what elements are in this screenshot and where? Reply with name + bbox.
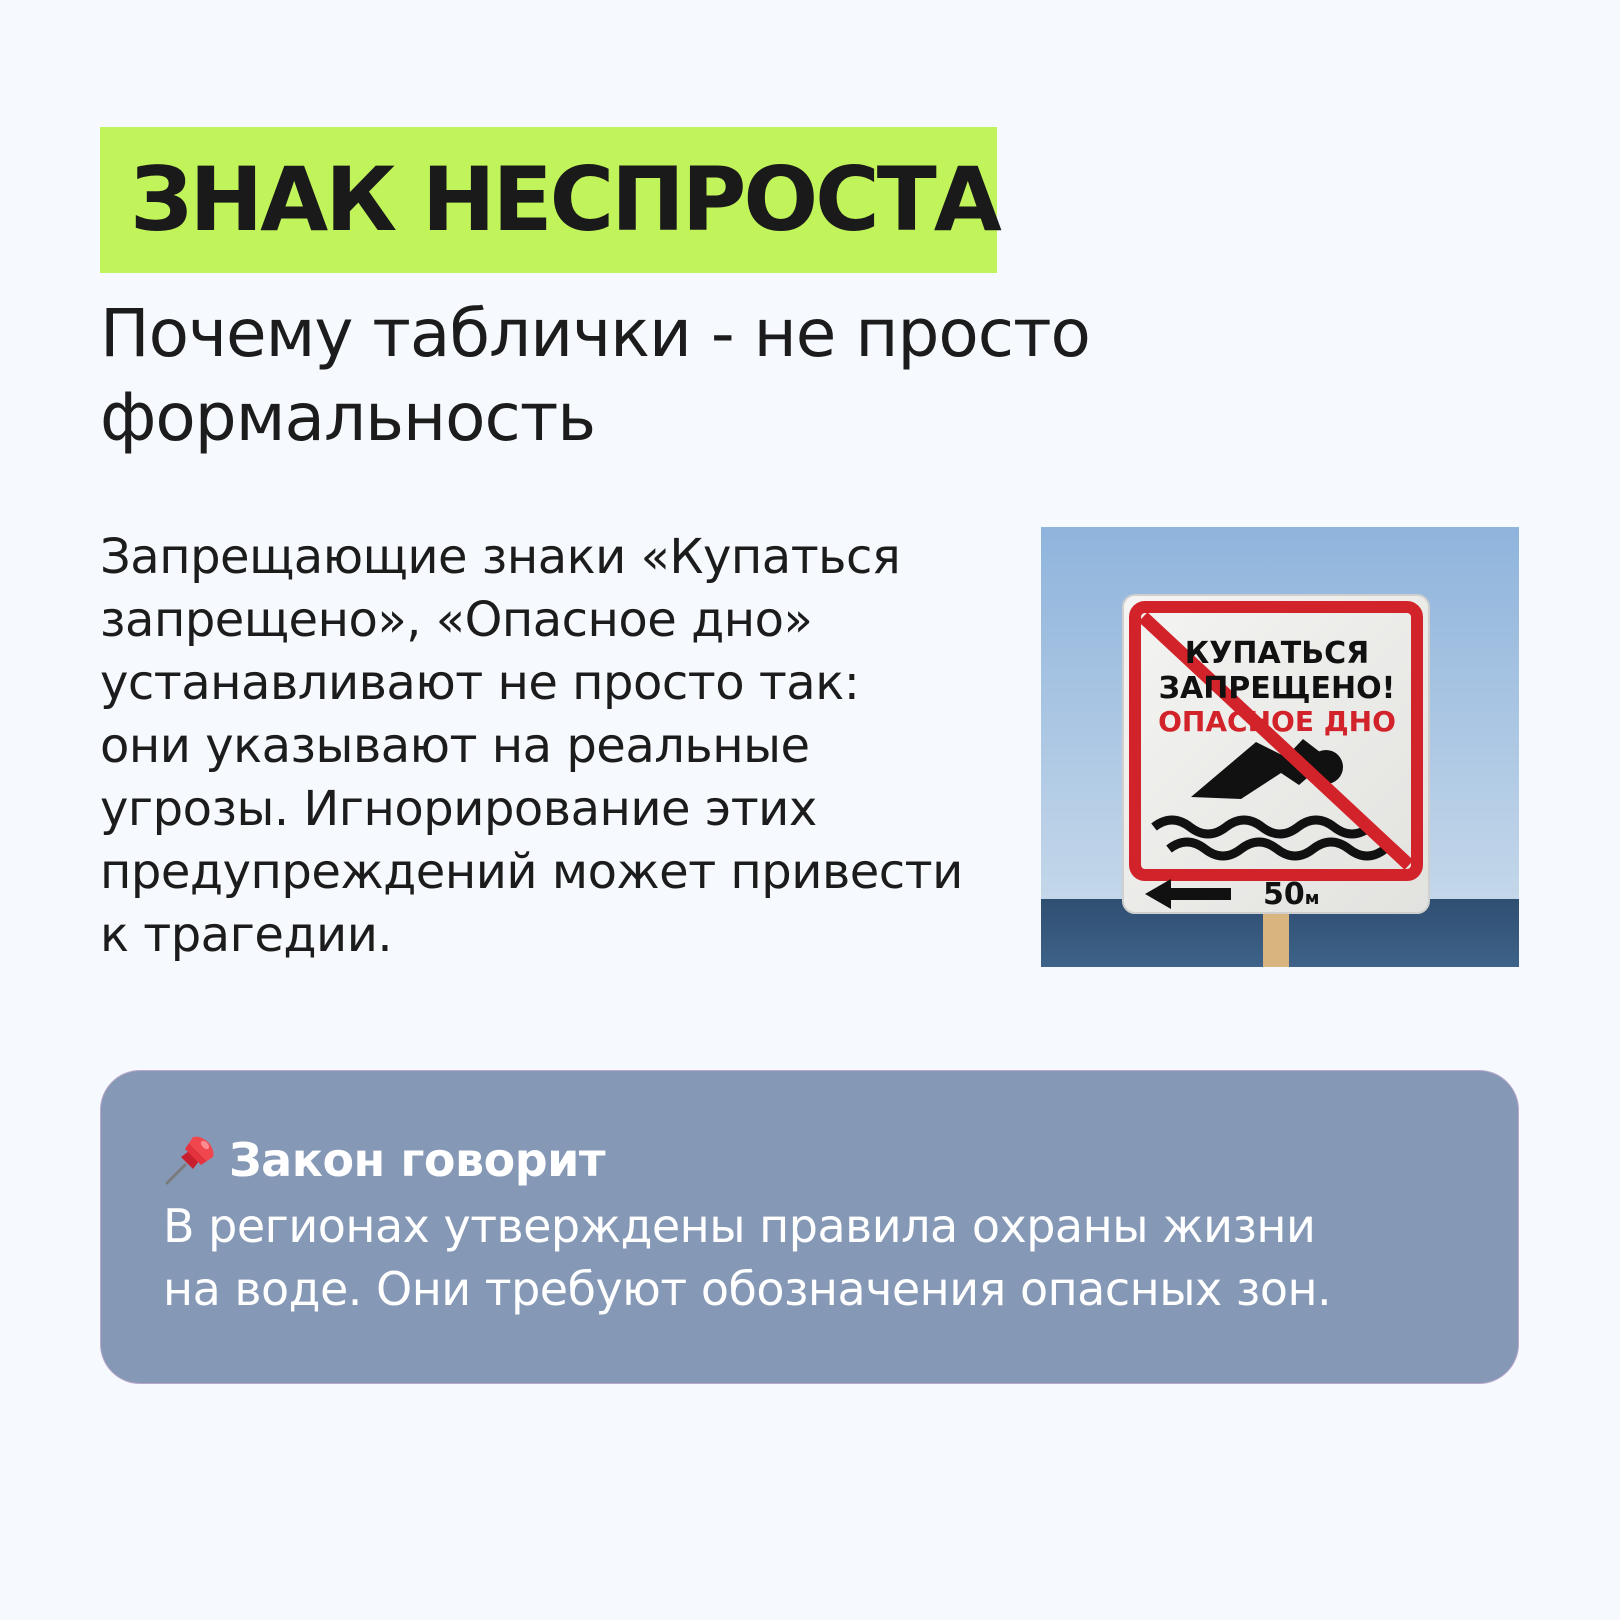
body-line: устанавливают не просто так: bbox=[100, 655, 860, 711]
subtitle-line: формальность bbox=[100, 379, 596, 456]
warning-sign-photo bbox=[1041, 527, 1519, 967]
subtitle bbox=[100, 292, 1300, 460]
pushpin-icon bbox=[163, 1133, 217, 1187]
body-line: они указывают на реальные bbox=[100, 718, 810, 774]
page-title: ЗНАК НЕСПРОСТА bbox=[130, 148, 999, 251]
sign-text-line2: ЗАПРЕЩЕНО! bbox=[1158, 671, 1396, 706]
sign-post bbox=[1263, 907, 1289, 967]
body-line: угрозы. Игнорирование этих bbox=[100, 781, 817, 837]
subtitle-line: Почему таблички - не просто bbox=[100, 295, 1090, 372]
body-line: Запрещающие знаки «Купаться bbox=[100, 529, 901, 585]
sign-text-line3: ОПАСНОЕ ДНО bbox=[1158, 705, 1396, 738]
law-heading bbox=[163, 1131, 605, 1189]
law-text bbox=[163, 1195, 1483, 1321]
body-paragraph bbox=[100, 526, 1000, 967]
sign-text-line1: КУПАТЬСЯ bbox=[1184, 636, 1370, 671]
law-card bbox=[100, 1070, 1519, 1384]
title-highlight bbox=[100, 127, 997, 273]
body-line: предупреждений может привести bbox=[100, 844, 963, 900]
law-title: Закон говорит bbox=[229, 1133, 606, 1187]
body-line: к трагедии. bbox=[100, 907, 393, 963]
law-line: В регионах утверждены правила охраны жизни bbox=[163, 1199, 1316, 1253]
law-line: на воде. Они требуют обозначения опасных зон. bbox=[163, 1262, 1332, 1316]
body-line: запрещено», «Опасное дно» bbox=[100, 592, 813, 648]
sign-distance: 50м bbox=[1263, 877, 1320, 912]
